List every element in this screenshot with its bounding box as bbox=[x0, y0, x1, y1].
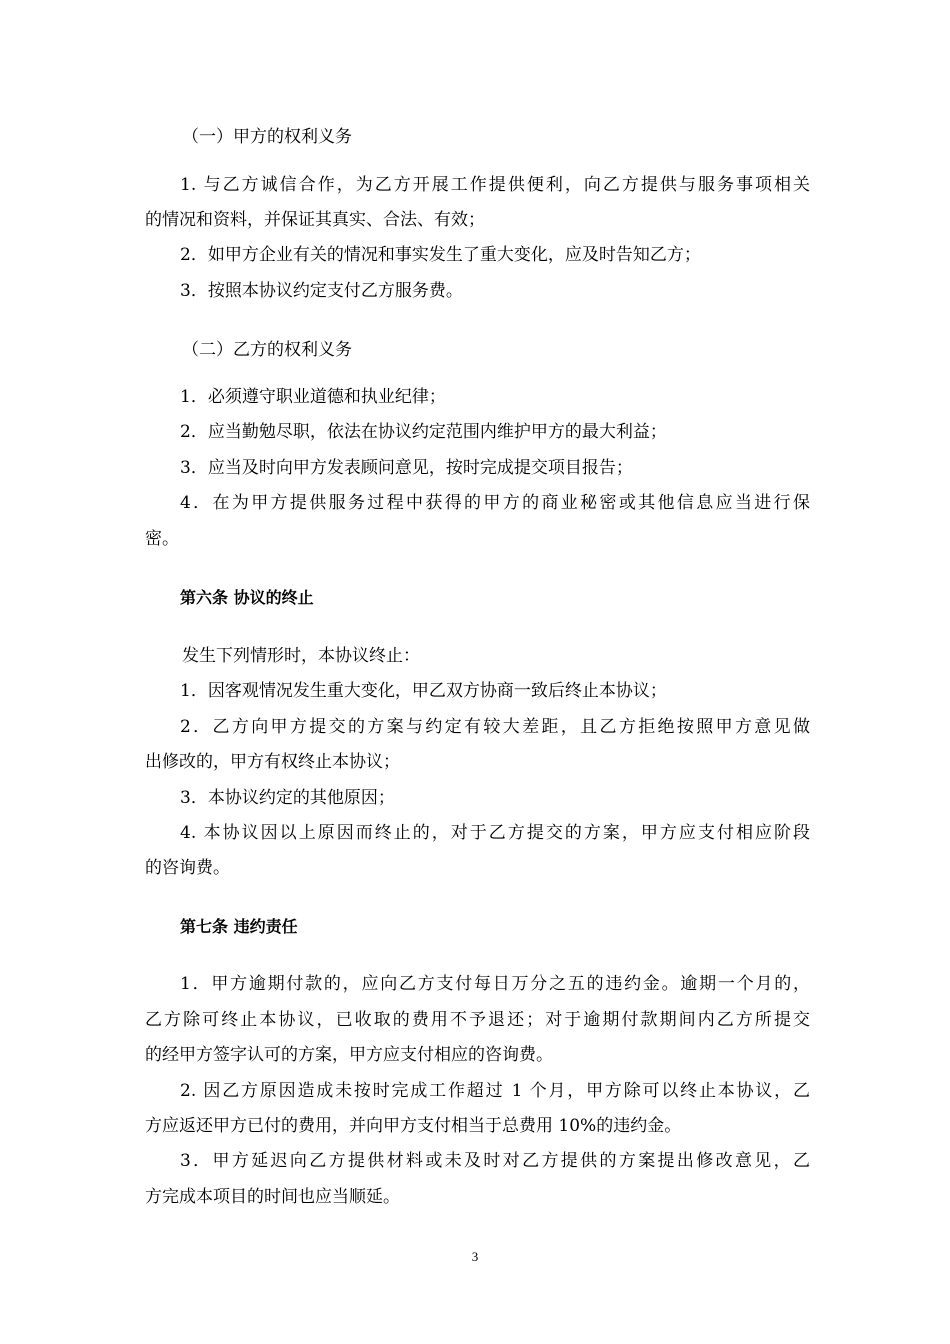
paragraph-line: 2．如甲方企业有关的情况和事实发生了重大变化，应及时告知乙方； bbox=[180, 245, 701, 265]
paragraph-line: 发生下列情形时，本协议终止： bbox=[182, 646, 420, 666]
paragraph-line: 1．必须遵守职业道德和执业纪律； bbox=[180, 387, 446, 407]
paragraph-line: 方完成本项目的时间也应当顺延。 bbox=[145, 1187, 400, 1207]
page-number: 3 bbox=[471, 1249, 479, 1264]
paragraph-line: 乙方除可终止本协议，已收取的费用不予退还；对于逾期付款期间内乙方所提交 bbox=[145, 1010, 810, 1030]
paragraph-line: 2．乙方向甲方提交的方案与约定有较大差距，且乙方拒绝按照甲方意见做 bbox=[180, 717, 810, 737]
section-heading-party-b: （二）乙方的权利义务 bbox=[182, 340, 352, 360]
paragraph-line: 密。 bbox=[145, 529, 179, 549]
paragraph-line: 方应返还甲方已付的费用，并向甲方支付相当于总费用 10%的违约金。 bbox=[145, 1116, 682, 1136]
paragraph-line: 的经甲方签字认可的方案，甲方应支付相应的咨询费。 bbox=[145, 1045, 553, 1065]
paragraph-line: 2．应当勤勉尽职，依法在协议约定范围内维护甲方的最大利益； bbox=[180, 422, 667, 442]
paragraph-line: 1．因客观情况发生重大变化，甲乙双方协商一致后终止本协议； bbox=[180, 681, 667, 701]
paragraph-line: 的情况和资料，并保证其真实、合法、有效； bbox=[145, 210, 485, 230]
paragraph-line: 1. 与乙方诚信合作，为乙方开展工作提供便利，向乙方提供与服务事项相关 bbox=[180, 175, 810, 195]
paragraph-line: 的咨询费。 bbox=[145, 858, 230, 878]
paragraph-line: 4．在为甲方提供服务过程中获得的甲方的商业秘密或其他信息应当进行保 bbox=[180, 493, 810, 513]
paragraph-line: 出修改的，甲方有权终止本协议； bbox=[145, 752, 400, 772]
paragraph-line: 4. 本协议因以上原因而终止的，对于乙方提交的方案，甲方应支付相应阶段 bbox=[180, 823, 810, 843]
paragraph-line: 3．本协议约定的其他原因； bbox=[180, 788, 395, 808]
article-7-title: 第七条 违约责任 bbox=[180, 917, 298, 936]
paragraph-line: 3．应当及时向甲方发表顾问意见，按时完成提交项目报告； bbox=[180, 458, 633, 478]
article-6-title: 第六条 协议的终止 bbox=[180, 588, 314, 607]
paragraph-line: 3．甲方延迟向乙方提供材料或未及时对乙方提供的方案提出修改意见，乙 bbox=[180, 1151, 810, 1171]
paragraph-line: 2. 因乙方原因造成未按时完成工作超过 1 个月，甲方除可以终止本协议，乙 bbox=[180, 1081, 810, 1101]
section-heading-party-a: （一）甲方的权利义务 bbox=[182, 127, 352, 147]
paragraph-line: 3．按照本协议约定支付乙方服务费。 bbox=[180, 281, 463, 301]
paragraph-line: 1．甲方逾期付款的，应向乙方支付每日万分之五的违约金。逾期一个月的， bbox=[180, 974, 810, 994]
